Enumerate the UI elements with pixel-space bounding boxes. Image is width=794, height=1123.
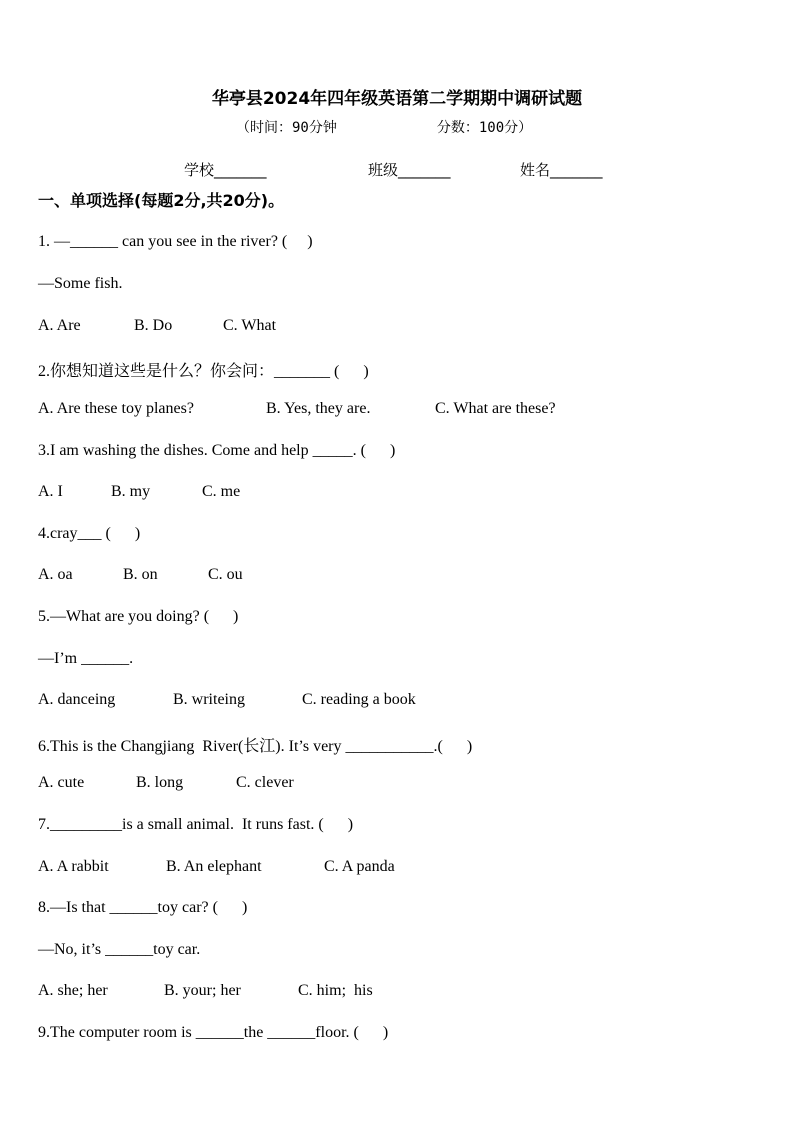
option-c[interactable]: C. him; his (298, 982, 373, 999)
option-c[interactable]: C. What are these? (435, 400, 556, 417)
option-c[interactable]: C. What (223, 317, 277, 334)
school-field[interactable]: 学校_______ (184, 161, 267, 179)
question-5-answer-line: —I’m ______. (38, 650, 134, 667)
option-c[interactable]: C. reading a book (302, 691, 416, 708)
question-3-options (38, 483, 738, 503)
question-1-stem: 1. —______ can you see in the river? ( ) (38, 233, 313, 250)
class-field[interactable]: 班级_______ (368, 161, 451, 179)
time-limit: （时间：90分钟 (236, 120, 337, 136)
option-a[interactable]: A. danceing (38, 691, 116, 708)
question-2-options (38, 400, 738, 420)
option-a[interactable]: A. oa (38, 566, 73, 583)
question-3-stem: 3.I am washing the dishes. Come and help _____. ( ) (38, 442, 396, 459)
question-1-answer-line: —Some fish. (38, 275, 123, 292)
option-c[interactable]: C. me (202, 483, 241, 500)
option-a[interactable]: A. Are (38, 317, 81, 334)
question-2-stem: 2.你想知道这些是什么？你会问：_______ ( ) (38, 363, 369, 380)
question-7-options (38, 858, 738, 878)
section-heading: 一、单项选择(每题2分,共20分)。 (38, 191, 285, 210)
question-9-stem: 9.The computer room is ______the ______floor. ( ) (38, 1024, 389, 1041)
option-b[interactable]: B. long (136, 774, 184, 791)
question-8-stem: 8.—Is that ______toy car? ( ) (38, 899, 248, 916)
option-b[interactable]: B. your; her (164, 982, 241, 999)
option-c[interactable]: C. ou (208, 566, 243, 583)
exam-meta (236, 117, 532, 137)
option-b[interactable]: B. Yes, they are. (266, 400, 371, 417)
question-7-stem: 7._________is a small animal. It runs fast. ( ) (38, 816, 354, 833)
option-c[interactable]: C. A panda (324, 858, 395, 875)
name-field[interactable]: 姓名_______ (520, 161, 603, 179)
option-b[interactable]: B. An elephant (166, 858, 262, 875)
option-a[interactable]: A. she; her (38, 982, 108, 999)
total-score: 分数：100分） (436, 120, 533, 136)
question-4-stem: 4.cray___ ( ) (38, 525, 141, 542)
option-b[interactable]: B. Do (134, 317, 173, 334)
question-6-options (38, 774, 738, 794)
option-b[interactable]: B. on (123, 566, 158, 583)
option-a[interactable]: A. cute (38, 774, 85, 791)
option-a[interactable]: A. I (38, 483, 63, 500)
question-8-answer-line: —No, it’s ______toy car. (38, 941, 201, 958)
option-a[interactable]: A. A rabbit (38, 858, 109, 875)
question-5-stem: 5.—What are you doing? ( ) (38, 608, 239, 625)
option-a[interactable]: A. Are these toy planes? (38, 400, 194, 417)
option-b[interactable]: B. writeing (173, 691, 245, 708)
question-8-options (38, 982, 738, 1002)
option-b[interactable]: B. my (111, 483, 151, 500)
question-1-options (38, 317, 738, 337)
option-c[interactable]: C. clever (236, 774, 294, 791)
page-title: 华亭县2024年四年级英语第二学期期中调研试题 (211, 89, 583, 109)
question-5-options (38, 691, 738, 711)
question-6-stem: 6.This is the Changjiang River(长江). It’s very ___________.( ) (38, 738, 473, 755)
question-4-options (38, 566, 738, 586)
